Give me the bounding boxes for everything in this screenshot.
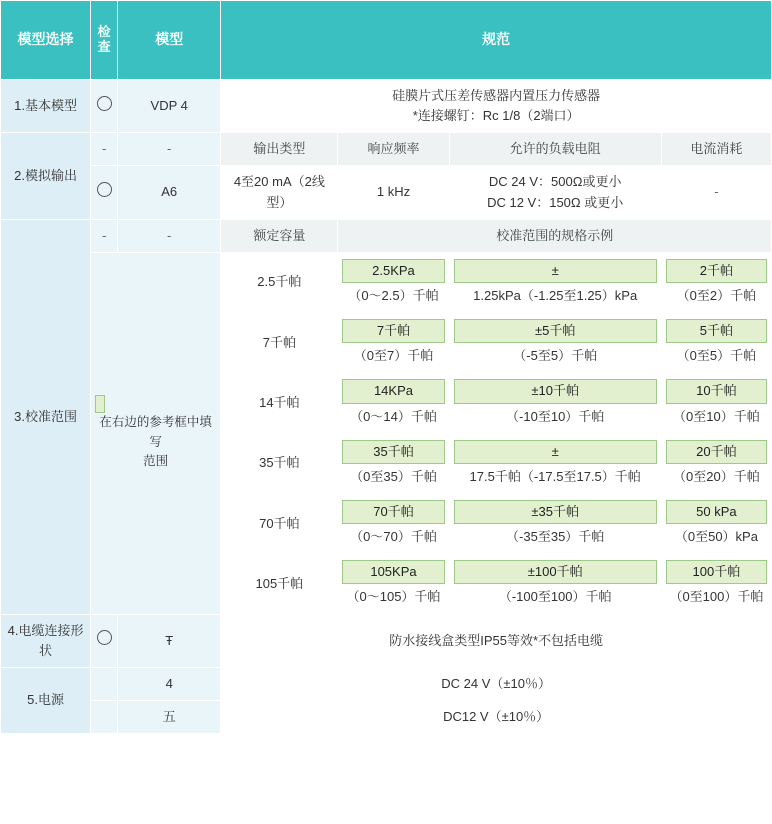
- subheader-load-resistance: 允许的负载电阻: [449, 133, 661, 166]
- rated-capacity: 2.5千帕: [221, 252, 338, 312]
- highlight-value: 20千帕: [666, 440, 767, 464]
- table-row-power-12v: [1, 700, 772, 733]
- model-cable: Ŧ: [118, 614, 221, 667]
- value-load-resistance: [449, 166, 661, 219]
- circle-icon: [97, 182, 112, 197]
- range-value: （0至5）千帕: [676, 348, 757, 364]
- subheader-output-type: 输出类型: [221, 133, 338, 166]
- highlight-value: ±: [454, 259, 657, 283]
- calibration-example-3: [661, 313, 771, 373]
- range-value: （0至35）千帕: [350, 468, 437, 484]
- highlight-value: 100千帕: [666, 560, 767, 584]
- model-calibration-sub: -: [118, 219, 221, 252]
- highlight-value: 2.5KPa: [342, 259, 444, 283]
- rated-capacity: 70千帕: [221, 493, 338, 553]
- highlight-value: ±5千帕: [454, 319, 657, 343]
- range-value: （0至50）kPa: [674, 529, 758, 545]
- calibration-example-2: [449, 313, 661, 373]
- table-row-power-24v: [1, 667, 772, 700]
- calibration-note-text1: 在右边的参考框中填: [99, 415, 212, 430]
- range-value: 17.5千帕（-17.5至17.5）千帕: [469, 468, 641, 484]
- table-row-calibration-subheader: [1, 219, 772, 252]
- calibration-example-1: [338, 373, 449, 433]
- highlight-value: 70千帕: [342, 500, 444, 524]
- range-value: （0〜70）千帕: [350, 529, 437, 545]
- rated-capacity: 35千帕: [221, 433, 338, 493]
- rated-capacity: 7千帕: [221, 313, 338, 373]
- rated-capacity: 105千帕: [221, 554, 338, 614]
- value-output-type: 4至20 mA（2线型）: [221, 166, 338, 219]
- model-power-12v: 五: [118, 700, 221, 733]
- highlight-value: 105KPa: [342, 560, 444, 584]
- calibration-example-1: [338, 252, 449, 312]
- header-model-selection: 模型选择: [1, 1, 91, 80]
- highlight-value: 35千帕: [342, 440, 444, 464]
- value-frequency: 1 kHz: [338, 166, 449, 219]
- calibration-example-2: [449, 373, 661, 433]
- range-value: （0〜2.5）千帕: [348, 287, 439, 303]
- model-analog: A6: [118, 166, 221, 219]
- range-value: （0至10）千帕: [673, 408, 760, 424]
- table-header-row: [1, 1, 772, 80]
- circle-icon: [97, 630, 112, 645]
- model-power-24v: 4: [118, 667, 221, 700]
- spec-power-12v: DC12 V（±10％）: [221, 700, 772, 733]
- table-row-analog-subheader: [1, 133, 772, 166]
- subheader-frequency: 响应频率: [338, 133, 449, 166]
- load-resistance-24v: DC 24 V：500Ω或更小: [488, 174, 622, 190]
- range-value: （-5至5）千帕: [513, 348, 598, 364]
- calibration-example-3: [661, 373, 771, 433]
- rated-capacity: 14千帕: [221, 373, 338, 433]
- range-value: （-35至35）千帕: [506, 529, 605, 545]
- table-row-analog-a6: [1, 166, 772, 219]
- range-value: （0至20）千帕: [673, 468, 760, 484]
- calibration-note-line3: 范围: [143, 453, 169, 468]
- range-value: （0至7）千帕: [353, 348, 434, 364]
- category-basic-model: 1.基本模型: [1, 80, 91, 133]
- check-analog[interactable]: [91, 166, 118, 219]
- calibration-example-1: [338, 313, 449, 373]
- header-spec: 规范: [221, 1, 772, 80]
- spec-basic-line2: *连接螺钉：Rc 1/8（2端口）: [412, 108, 580, 124]
- spec-power-24v: DC 24 V（±10％）: [221, 667, 772, 700]
- category-cable-line1: 4.电缆连接形: [7, 622, 84, 638]
- spec-basic-line1: 硅膜片式压差传感器内置压力传感器: [392, 88, 601, 103]
- table-row-calibration-2_5kpa: [1, 252, 772, 312]
- highlight-value: 14KPa: [342, 379, 444, 403]
- model-basic: VDP 4: [118, 80, 221, 133]
- category-power-supply: 5.电源: [1, 667, 91, 733]
- value-current-consumption: -: [661, 166, 771, 219]
- table-row-cable-connection: [1, 614, 772, 667]
- calibration-example-3: [661, 433, 771, 493]
- range-value: （0〜105）千帕: [346, 589, 441, 605]
- category-cable-connection: [1, 614, 91, 667]
- highlight-box-icon: [95, 395, 105, 413]
- calibration-example-1: [338, 433, 449, 493]
- highlight-value: ±: [454, 440, 657, 464]
- category-analog-output: 2.模拟输出: [1, 133, 91, 219]
- calibration-example-1: [338, 493, 449, 553]
- highlight-value: 50 kPa: [666, 500, 767, 524]
- calibration-example-1: [338, 554, 449, 614]
- range-value: （0至100）千帕: [669, 589, 764, 605]
- spec-basic-model: [221, 80, 772, 133]
- calibration-example-2: [449, 493, 661, 553]
- highlight-value: 2千帕: [666, 259, 767, 283]
- range-value: 1.25kPa（-1.25至1.25）kPa: [473, 287, 638, 303]
- calibration-note[interactable]: [91, 252, 221, 614]
- check-cable-connection[interactable]: [91, 614, 118, 667]
- calibration-example-2: [449, 433, 661, 493]
- load-resistance-12v: DC 12 V：150Ω 或更小: [487, 194, 624, 210]
- calibration-example-3: [661, 252, 771, 312]
- check-calibration-sub: -: [91, 219, 118, 252]
- spec-cable: 防水接线盒类型IP55等效*不包括电缆: [221, 614, 772, 667]
- range-value: （0至2）千帕: [676, 287, 757, 303]
- highlight-value: 10千帕: [666, 379, 767, 403]
- header-check: 检查: [91, 1, 118, 80]
- check-analog-sub: -: [91, 133, 118, 166]
- check-basic-model[interactable]: [91, 80, 118, 133]
- table-row-basic-model: [1, 80, 772, 133]
- calibration-example-2: [449, 554, 661, 614]
- subheader-calibration-examples: 校准范围的规格示例: [338, 219, 772, 252]
- calibration-example-3: [661, 493, 771, 553]
- calibration-note-line2: 写: [149, 434, 162, 449]
- model-analog-sub: -: [118, 133, 221, 166]
- category-calibration-range: 3.校准范围: [1, 219, 91, 614]
- range-value: （-100至100）千帕: [498, 589, 612, 605]
- check-power-24v[interactable]: [91, 667, 118, 700]
- calibration-note-line1: [95, 395, 216, 432]
- category-cable-line2: 状: [39, 642, 53, 658]
- subheader-rated-capacity: 额定容量: [221, 219, 338, 252]
- highlight-value: 5千帕: [666, 319, 767, 343]
- circle-icon: [97, 96, 112, 111]
- range-value: （-10至10）千帕: [506, 408, 605, 424]
- highlight-value: ±100千帕: [454, 560, 657, 584]
- calibration-example-3: [661, 554, 771, 614]
- calibration-example-2: [449, 252, 661, 312]
- check-power-12v[interactable]: [91, 700, 118, 733]
- range-value: （0〜14）千帕: [350, 408, 437, 424]
- highlight-value: ±10千帕: [454, 379, 657, 403]
- subheader-current-consumption: 电流消耗: [661, 133, 771, 166]
- highlight-value: ±35千帕: [454, 500, 657, 524]
- highlight-value: 7千帕: [342, 319, 444, 343]
- header-model: 模型: [118, 1, 221, 80]
